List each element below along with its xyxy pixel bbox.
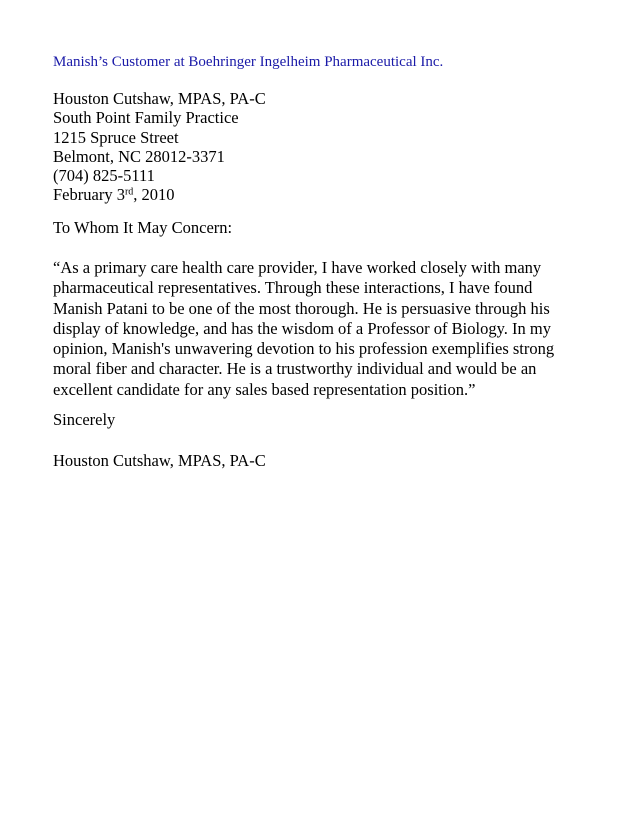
letter-body bbox=[53, 258, 554, 400]
sender-block bbox=[53, 89, 266, 205]
body-line: excellent candidate for any sales based representation position.” bbox=[53, 379, 476, 399]
closing: Sincerely bbox=[53, 410, 116, 429]
sender-practice: South Point Family Practice bbox=[53, 108, 239, 128]
sender-phone: (704) 825-5111 bbox=[53, 166, 155, 186]
sender-name: Houston Cutshaw, MPAS, PA-C bbox=[53, 89, 266, 108]
sender-street: 1215 Spruce Street bbox=[53, 127, 179, 147]
body-line: pharmaceutical representatives. Through these interactions, I have found bbox=[53, 278, 533, 298]
letter-header-line: Manish’s Customer at Boehringer Ingelheim Pharmaceutical Inc. bbox=[53, 54, 444, 70]
sender-city-state-zip: Belmont, NC 28012-3371 bbox=[53, 146, 225, 166]
letter-date bbox=[53, 185, 266, 204]
date-month-day: February 3 bbox=[53, 185, 125, 205]
signature: Houston Cutshaw, MPAS, PA-C bbox=[53, 451, 266, 470]
salutation: To Whom It May Concern: bbox=[53, 218, 233, 237]
body-line: opinion, Manish's unwavering devotion to his profession exemplifies strong bbox=[53, 339, 555, 359]
date-year: , 2010 bbox=[133, 185, 175, 205]
body-line: display of knowledge, and has the wisdom of a Professor of Biology. In my bbox=[53, 318, 551, 338]
date-ordinal-suffix: rd bbox=[124, 186, 134, 198]
body-line: Manish Patani to be one of the most thorough. He is persuasive through his bbox=[53, 298, 550, 318]
body-line: “As a primary care health care provider, I have worked closely with many bbox=[53, 258, 542, 277]
body-line: moral fiber and character. He is a trustworthy individual and would be an bbox=[53, 359, 537, 379]
